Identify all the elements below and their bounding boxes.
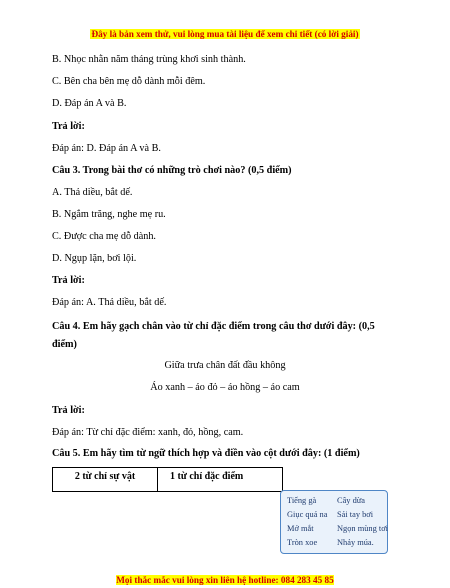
answer-table [52, 467, 283, 492]
q3-option-b: B. Ngắm trăng, nghe mẹ ru. [52, 209, 166, 220]
word-bank-box [280, 490, 388, 554]
poem-line-1: Giữa trưa chân đất đầu không [164, 360, 286, 371]
q3-answer-text: Đáp án: A. Thả diều, bắt dế. [52, 297, 167, 308]
option-c-line: C. Bên cha bên mẹ dỗ dành mỗi đêm. [52, 76, 206, 87]
word-item: Cây dừa [337, 496, 366, 505]
question-5-title: Câu 5. Em hãy tìm từ ngữ thích hợp và điền vào cột dưới đây: (1 điểm) [52, 448, 360, 459]
q3-option-a: A. Thả diều, bắt dế. [52, 187, 133, 198]
q3-option-d: D. Ngụp lặn, bơi lội. [52, 253, 137, 264]
hotline-footer [0, 570, 450, 588]
word-item: Tiếng gà [287, 496, 317, 505]
word-item: Sải tay bơi [337, 510, 374, 519]
question-3-title: Câu 3. Trong bài thơ có những trò chơi nào? (0,5 điểm) [52, 165, 292, 176]
q4-answer-text: Đáp án: Từ chỉ đặc điểm: xanh, đỏ, hồng, cam. [52, 427, 244, 438]
word-item: Ngọn mùng tơi [337, 524, 388, 533]
answer-heading: Trả lời: [52, 121, 85, 132]
preview-banner-text: Đây là bản xem thử, vui lòng mua tài liệu để xem chi tiết (có lời giải) [91, 29, 359, 39]
answer-text: Đáp án: D. Đáp án A và B. [52, 143, 161, 154]
option-d-line: D. Đáp án A và B. [52, 98, 127, 109]
word-item: Mở mắt [287, 524, 314, 533]
q3-option-c: C. Được cha mẹ dỗ dành. [52, 231, 156, 242]
poem-line-2: Áo xanh – áo đỏ – áo hồng – áo cam [150, 382, 300, 393]
q3-answer-heading: Trả lời: [52, 275, 85, 286]
word-item: Tròn xoe [287, 538, 318, 547]
question-4-title: Câu 4. Em hãy gạch chân vào từ chỉ đặc điểm trong câu thơ dưới đây: (0,5 điểm) [52, 321, 375, 350]
hotline-text: Mọi thắc mắc vui lòng xin liên hệ hotline: 084 283 45 85 [116, 575, 334, 585]
table-header-traits: 1 từ chỉ đặc điểm [158, 468, 283, 492]
table-header-objects: 2 từ chỉ sự vật [53, 468, 158, 492]
q4-answer-heading: Trả lời: [52, 405, 85, 416]
word-item: Nhảy múa. [337, 538, 374, 547]
word-item: Giục quả na [287, 510, 328, 519]
option-b-line: B. Nhọc nhằn năm tháng trùng khơi sinh thành. [52, 54, 246, 65]
preview-banner [0, 24, 450, 42]
